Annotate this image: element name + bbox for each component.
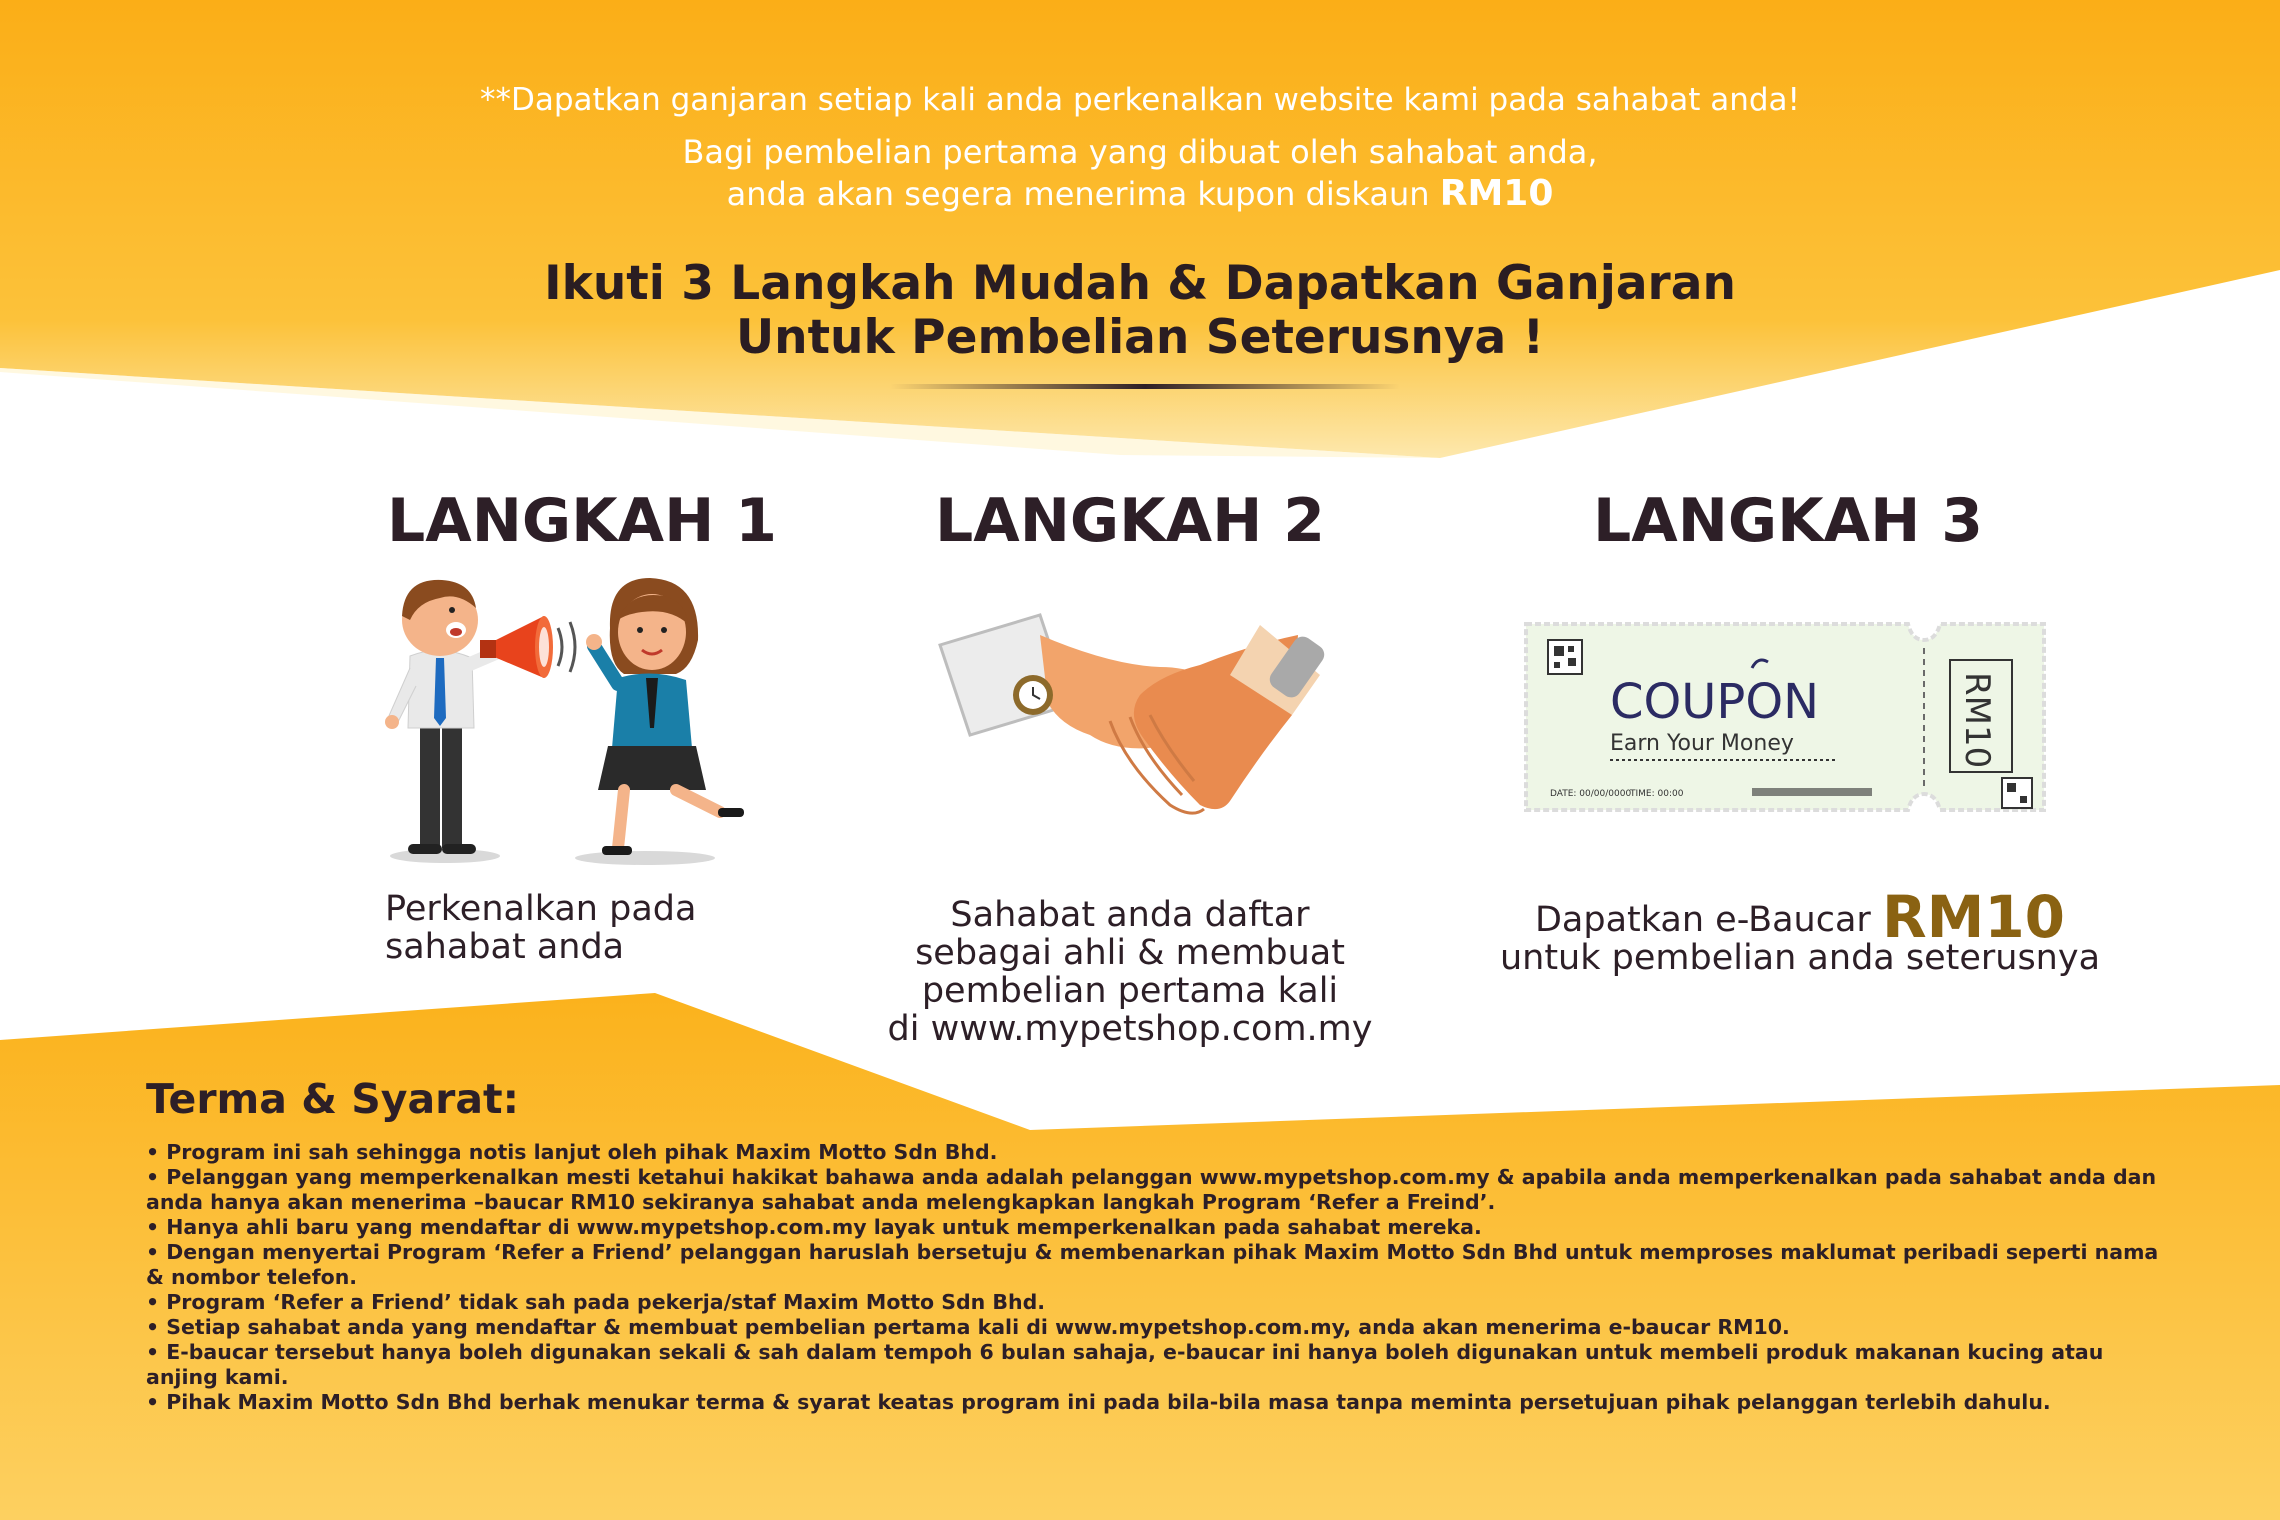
terms-item: • Setiap sahabat anda yang mendaftar & membuat pembelian pertama kali di www.mypetshop.com.my, anda akan menerima e-baucar RM10. xyxy=(146,1315,1790,1339)
headline-line-2: Untuk Pembelian Seterusnya ! xyxy=(735,310,1545,365)
intro-line-2: Bagi pembelian pertama yang dibuat oleh sahabat anda, xyxy=(682,133,1598,171)
terms-item: • Program ‘Refer a Friend’ tidak sah pada pekerja/staf Maxim Motto Sdn Bhd. xyxy=(146,1290,1046,1314)
megaphone-people-icon xyxy=(380,568,780,868)
step-2-desc-line-2: sebagai ahli & membuat xyxy=(915,933,1345,973)
terms-item: • Dengan menyertai Program ‘Refer a Friend’ pelanggan haruslah bersetuju & membenarkan pihak Maxim Motto Sdn Bhd untuk memproses maklumat peribadi seperti nama & nombor telefon. xyxy=(146,1240,2159,1289)
step-3-title: LANGKAH 3 xyxy=(1593,486,1983,556)
headline-line-1: Ikuti 3 Langkah Mudah & Dapatkan Ganjaran xyxy=(544,256,1736,311)
step-3-desc-line-2: untuk pembelian anda seterusnya xyxy=(1499,938,2101,978)
step-1-desc-line-2: sahabat anda xyxy=(385,927,625,967)
terms-item: • Pihak Maxim Motto Sdn Bhd berhak menukar terma & syarat keatas program ini pada bila-bila masa tanpa meminta persetujuan pihak pelanggan terlebih dahulu. xyxy=(146,1390,2051,1414)
step-3-desc-line-1 xyxy=(1380,883,2220,951)
step-3-amount: RM10 xyxy=(1881,883,2066,951)
intro-line-1: **Dapatkan ganjaran setiap kali anda perkenalkan website kami pada sahabat anda! xyxy=(480,82,1800,118)
terms-item: • Pelanggan yang memperkenalkan mesti ketahui hakikat bahawa anda adalah pelanggan www.mypetshop.com.my & apabila anda memperkenalkan pada sahabat anda dan anda hanya akan menerima –baucar RM10 sekiranya sahabat anda melengkapkan langkah Program ‘Refer a Freind’. xyxy=(146,1165,2157,1214)
step-2-desc-line-3: pembelian pertama kali xyxy=(921,971,1339,1011)
coupon-date: DATE: 00/00/0000 xyxy=(1550,789,1632,799)
handshake-icon xyxy=(930,605,1330,845)
step-1-title: LANGKAH 1 xyxy=(387,486,777,556)
intro-line-3-text: anda akan segera menerima kupon diskaun xyxy=(726,175,1440,213)
top-band xyxy=(0,0,2280,458)
intro-amount: RM10 xyxy=(1439,173,1554,214)
headline-underline xyxy=(890,384,1400,389)
step-1-description xyxy=(385,890,696,966)
step-3-description xyxy=(1380,883,2220,978)
terms-item: • Program ini sah sehingga notis lanjut oleh pihak Maxim Motto Sdn Bhd. xyxy=(146,1140,998,1164)
step-1-desc-line-1: Perkenalkan pada xyxy=(385,889,697,929)
coupon-stub: RM10 xyxy=(1957,672,1997,769)
coupon-subtitle: Earn Your Money xyxy=(1610,731,1794,756)
step-2-desc-line-1: Sahabat anda daftar xyxy=(950,895,1310,935)
intro-line-3 xyxy=(0,172,2280,216)
step-3-desc-prefix: Dapatkan e-Baucar xyxy=(1534,900,1882,940)
terms-title: Terma & Syarat: xyxy=(146,1075,520,1123)
terms-list xyxy=(146,1140,2166,1415)
terms-item: • E-baucar tersebut hanya boleh digunakan sekali & sah dalam tempoh 6 bulan sahaja, e-baucar ini hanya boleh digunakan untuk membeli produk makanan kucing atau anjing kami. xyxy=(146,1340,2104,1389)
step-2-desc-line-4: di www.mypetshop.com.my xyxy=(887,1009,1373,1049)
step-2-title: LANGKAH 2 xyxy=(935,486,1325,556)
coupon-time: TIME: 00:00 xyxy=(1630,789,1684,799)
coupon-icon xyxy=(1520,618,2050,818)
step-2-description xyxy=(780,896,1480,1048)
coupon-title: COUPON xyxy=(1610,674,1820,730)
terms-item: • Hanya ahli baru yang mendaftar di www.mypetshop.com.my layak untuk memperkenalkan pada sahabat mereka. xyxy=(146,1215,1482,1239)
